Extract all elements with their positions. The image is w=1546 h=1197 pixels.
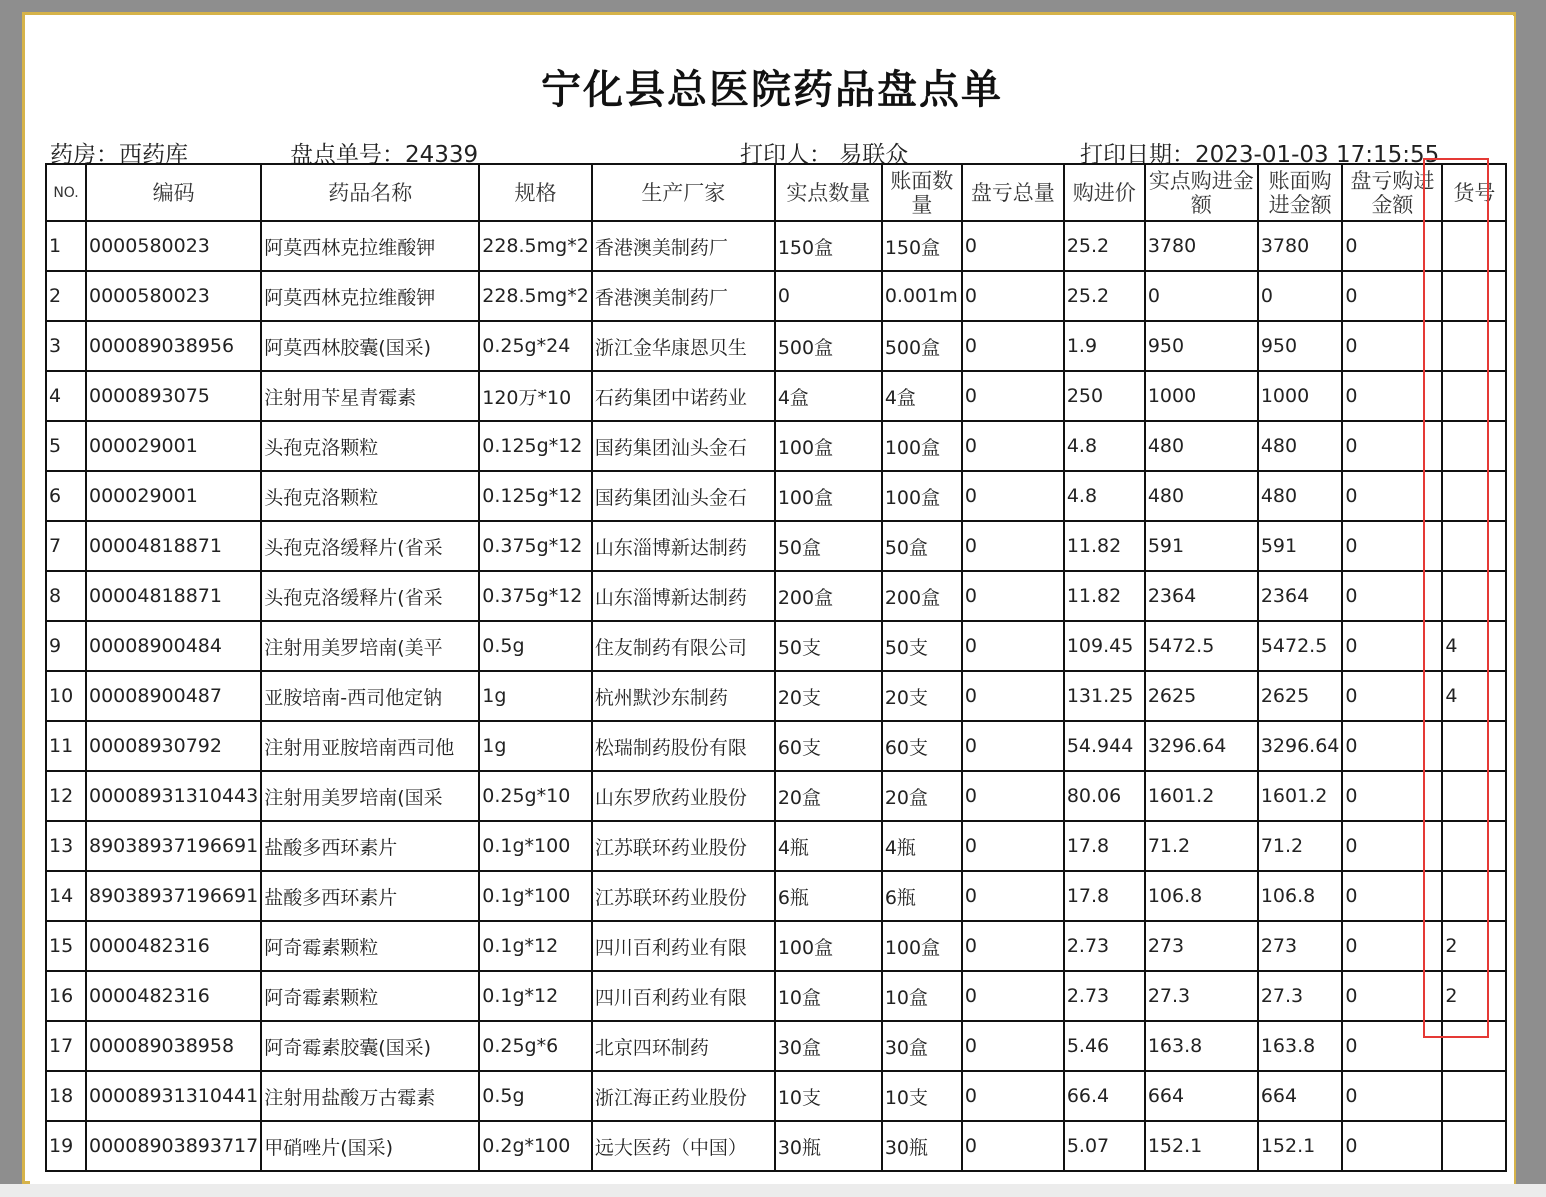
cell-drug-name: 注射用盐酸万古霉素 <box>261 1071 479 1121</box>
cell-spec: 0.1g*100 <box>479 821 592 871</box>
cell-book-amount: 0 <box>1258 271 1343 321</box>
cell-actual-qty: 50支 <box>775 621 882 671</box>
cell-code: 0000580023 <box>86 221 261 271</box>
column-header-purchase-price: 购进价 <box>1064 164 1145 221</box>
cell-book-qty: 100盒 <box>882 471 962 521</box>
cell-actual-qty: 200盒 <box>775 571 882 621</box>
cell-book-amount: 163.8 <box>1258 1021 1343 1071</box>
cell-loss-amount: 0 <box>1342 271 1442 321</box>
cell-actual-amount: 5472.5 <box>1145 621 1258 671</box>
cell-item-no: 4 <box>1442 621 1506 671</box>
cell-actual-amount: 664 <box>1145 1071 1258 1121</box>
cell-code: 89038937196691 <box>86 821 261 871</box>
cell-actual-amount: 1000 <box>1145 371 1258 421</box>
cell-book-amount: 1000 <box>1258 371 1343 421</box>
cell-purchase-price: 4.8 <box>1064 421 1145 471</box>
cell-purchase-price: 25.2 <box>1064 221 1145 271</box>
cell-book-amount: 591 <box>1258 521 1343 571</box>
cell-item-no: 2 <box>1442 921 1506 971</box>
cell-loss-qty: 0 <box>962 221 1064 271</box>
status-strip <box>0 1184 1546 1197</box>
cell-actual-qty: 150盒 <box>775 221 882 271</box>
cell-no: 4 <box>46 371 86 421</box>
cell-book-amount: 71.2 <box>1258 821 1343 871</box>
cell-book-amount: 480 <box>1258 421 1343 471</box>
cell-actual-amount: 950 <box>1145 321 1258 371</box>
cell-code: 000089038958 <box>86 1021 261 1071</box>
column-header-actual-qty: 实点数量 <box>775 164 882 221</box>
column-header-loss-qty: 盘亏总量 <box>962 164 1064 221</box>
cell-drug-name: 阿莫西林克拉维酸钾 <box>261 221 479 271</box>
table-row <box>46 1071 1506 1121</box>
cell-drug-name: 头孢克洛颗粒 <box>261 471 479 521</box>
cell-actual-qty: 100盒 <box>775 471 882 521</box>
cell-drug-name: 甲硝唑片(国采) <box>261 1121 479 1171</box>
cell-actual-qty: 30盒 <box>775 1021 882 1071</box>
cell-manufacturer: 国药集团汕头金石 <box>592 421 775 471</box>
column-header-drug-name: 药品名称 <box>261 164 479 221</box>
cell-book-amount: 664 <box>1258 1071 1343 1121</box>
cell-spec: 0.375g*12 <box>479 521 592 571</box>
cell-actual-qty: 0 <box>775 271 882 321</box>
cell-actual-qty: 60支 <box>775 721 882 771</box>
cell-actual-amount: 1601.2 <box>1145 771 1258 821</box>
cell-loss-qty: 0 <box>962 971 1064 1021</box>
cell-book-amount: 1601.2 <box>1258 771 1343 821</box>
cell-drug-name: 头孢克洛颗粒 <box>261 421 479 471</box>
table-row <box>46 571 1506 621</box>
column-header-item-no: 货号 <box>1442 164 1506 221</box>
cell-loss-amount: 0 <box>1342 971 1442 1021</box>
cell-code: 000089038956 <box>86 321 261 371</box>
cell-manufacturer: 国药集团汕头金石 <box>592 471 775 521</box>
cell-drug-name: 注射用苄星青霉素 <box>261 371 479 421</box>
cell-actual-qty: 10盒 <box>775 971 882 1021</box>
cell-manufacturer: 北京四环制药 <box>592 1021 775 1071</box>
cell-code: 00008900484 <box>86 621 261 671</box>
cell-purchase-price: 17.8 <box>1064 871 1145 921</box>
cell-actual-amount: 480 <box>1145 471 1258 521</box>
cell-item-no <box>1442 1021 1506 1071</box>
cell-book-qty: 30盒 <box>882 1021 962 1071</box>
cell-item-no <box>1442 521 1506 571</box>
cell-actual-amount: 591 <box>1145 521 1258 571</box>
cell-actual-amount: 3780 <box>1145 221 1258 271</box>
cell-purchase-price: 5.07 <box>1064 1121 1145 1171</box>
table-row <box>46 221 1506 271</box>
cell-drug-name: 阿奇霉素颗粒 <box>261 971 479 1021</box>
cell-loss-qty: 0 <box>962 421 1064 471</box>
cell-manufacturer: 杭州默沙东制药 <box>592 671 775 721</box>
cell-code: 00008900487 <box>86 671 261 721</box>
cell-loss-qty: 0 <box>962 371 1064 421</box>
cell-actual-amount: 152.1 <box>1145 1121 1258 1171</box>
cell-actual-qty: 100盒 <box>775 921 882 971</box>
cell-loss-amount: 0 <box>1342 721 1442 771</box>
table-row <box>46 1121 1506 1171</box>
cell-code: 000029001 <box>86 471 261 521</box>
column-header-manufacturer: 生产厂家 <box>592 164 775 221</box>
cell-no: 5 <box>46 421 86 471</box>
cell-purchase-price: 25.2 <box>1064 271 1145 321</box>
cell-code: 0000482316 <box>86 921 261 971</box>
cell-drug-name: 阿奇霉素胶囊(国采) <box>261 1021 479 1071</box>
cell-loss-amount: 0 <box>1342 221 1442 271</box>
cell-spec: 0.5g <box>479 621 592 671</box>
column-header-loss-amount: 盘亏购进金额 <box>1342 164 1442 221</box>
cell-loss-qty: 0 <box>962 571 1064 621</box>
cell-no: 19 <box>46 1121 86 1171</box>
cell-code: 00008903893717 <box>86 1121 261 1171</box>
cell-item-no <box>1442 421 1506 471</box>
cell-book-qty: 20盒 <box>882 771 962 821</box>
cell-actual-amount: 273 <box>1145 921 1258 971</box>
cell-no: 9 <box>46 621 86 671</box>
cell-spec: 0.1g*12 <box>479 971 592 1021</box>
column-header-actual-amount: 实点购进金额 <box>1145 164 1258 221</box>
cell-actual-amount: 71.2 <box>1145 821 1258 871</box>
cell-actual-qty: 30瓶 <box>775 1121 882 1171</box>
cell-manufacturer: 江苏联环药业股份 <box>592 871 775 921</box>
column-header-book-qty: 账面数量 <box>882 164 962 221</box>
cell-loss-amount: 0 <box>1342 571 1442 621</box>
cell-actual-amount: 27.3 <box>1145 971 1258 1021</box>
cell-no: 2 <box>46 271 86 321</box>
cell-purchase-price: 109.45 <box>1064 621 1145 671</box>
cell-purchase-price: 4.8 <box>1064 471 1145 521</box>
cell-loss-qty: 0 <box>962 1121 1064 1171</box>
cell-purchase-price: 1.9 <box>1064 321 1145 371</box>
pharmacy-label: 药房：西药库 <box>50 142 188 168</box>
print-date: 打印日期：2023-01-03 17:15:55 <box>1080 142 1440 168</box>
cell-loss-qty: 0 <box>962 771 1064 821</box>
cell-actual-qty: 500盒 <box>775 321 882 371</box>
cell-no: 18 <box>46 1071 86 1121</box>
cell-book-amount: 27.3 <box>1258 971 1343 1021</box>
cell-manufacturer: 香港澳美制药厂 <box>592 221 775 271</box>
cell-book-amount: 950 <box>1258 321 1343 371</box>
cell-manufacturer: 四川百利药业有限 <box>592 921 775 971</box>
cell-no: 15 <box>46 921 86 971</box>
cell-no: 1 <box>46 221 86 271</box>
cell-no: 10 <box>46 671 86 721</box>
cell-loss-amount: 0 <box>1342 1021 1442 1071</box>
cell-loss-amount: 0 <box>1342 771 1442 821</box>
header-row <box>46 164 1506 221</box>
cell-no: 3 <box>46 321 86 371</box>
cell-book-qty: 50支 <box>882 621 962 671</box>
cell-spec: 1g <box>479 721 592 771</box>
table-row <box>46 271 1506 321</box>
cell-drug-name: 注射用美罗培南(美平 <box>261 621 479 671</box>
cell-purchase-price: 131.25 <box>1064 671 1145 721</box>
cell-book-qty: 50盒 <box>882 521 962 571</box>
cell-book-qty: 60支 <box>882 721 962 771</box>
table-row <box>46 471 1506 521</box>
cell-spec: 0.25g*6 <box>479 1021 592 1071</box>
document-title: 宁化县总医院药品盘点单 <box>541 66 1003 113</box>
cell-manufacturer: 四川百利药业有限 <box>592 971 775 1021</box>
cell-drug-name: 注射用美罗培南(国采 <box>261 771 479 821</box>
cell-no: 17 <box>46 1021 86 1071</box>
cell-item-no <box>1442 371 1506 421</box>
cell-book-qty: 100盒 <box>882 421 962 471</box>
cell-code: 0000580023 <box>86 271 261 321</box>
cell-spec: 0.375g*12 <box>479 571 592 621</box>
cell-purchase-price: 66.4 <box>1064 1071 1145 1121</box>
column-header-spec: 规格 <box>479 164 592 221</box>
cell-book-qty: 20支 <box>882 671 962 721</box>
cell-book-amount: 2625 <box>1258 671 1343 721</box>
cell-drug-name: 头孢克洛缓释片(省采 <box>261 521 479 571</box>
table-row <box>46 621 1506 671</box>
cell-manufacturer: 香港澳美制药厂 <box>592 271 775 321</box>
cell-drug-name: 注射用亚胺培南西司他 <box>261 721 479 771</box>
cell-book-amount: 3780 <box>1258 221 1343 271</box>
cell-no: 14 <box>46 871 86 921</box>
cell-loss-qty: 0 <box>962 871 1064 921</box>
cell-purchase-price: 17.8 <box>1064 821 1145 871</box>
cell-book-qty: 0.001m <box>882 271 962 321</box>
cell-book-qty: 200盒 <box>882 571 962 621</box>
cell-book-qty: 100盒 <box>882 921 962 971</box>
cell-item-no <box>1442 821 1506 871</box>
table-row <box>46 871 1506 921</box>
cell-item-no <box>1442 471 1506 521</box>
cell-actual-qty: 50盒 <box>775 521 882 571</box>
cell-manufacturer: 住友制药有限公司 <box>592 621 775 671</box>
cell-spec: 228.5mg*2 <box>479 271 592 321</box>
table-row <box>46 821 1506 871</box>
cell-purchase-price: 2.73 <box>1064 971 1145 1021</box>
cell-item-no: 4 <box>1442 671 1506 721</box>
cell-loss-amount: 0 <box>1342 871 1442 921</box>
cell-actual-qty: 4盒 <box>775 371 882 421</box>
cell-manufacturer: 山东罗欣药业股份 <box>592 771 775 821</box>
table-row <box>46 421 1506 471</box>
cell-book-amount: 106.8 <box>1258 871 1343 921</box>
table-row <box>46 321 1506 371</box>
cell-loss-amount: 0 <box>1342 521 1442 571</box>
cell-item-no: 2 <box>1442 971 1506 1021</box>
cell-loss-qty: 0 <box>962 471 1064 521</box>
cell-purchase-price: 2.73 <box>1064 921 1145 971</box>
cell-loss-amount: 0 <box>1342 1071 1442 1121</box>
cell-item-no <box>1442 271 1506 321</box>
cell-loss-amount: 0 <box>1342 371 1442 421</box>
cell-no: 7 <box>46 521 86 571</box>
cell-loss-amount: 0 <box>1342 921 1442 971</box>
table-row <box>46 521 1506 571</box>
cell-item-no <box>1442 221 1506 271</box>
cell-book-qty: 4瓶 <box>882 821 962 871</box>
cell-drug-name: 亚胺培南-西司他定钠 <box>261 671 479 721</box>
cell-drug-name: 阿奇霉素颗粒 <box>261 921 479 971</box>
cell-purchase-price: 250 <box>1064 371 1145 421</box>
cell-manufacturer: 江苏联环药业股份 <box>592 821 775 871</box>
cell-code: 89038937196691 <box>86 871 261 921</box>
table-row <box>46 771 1506 821</box>
inventory-table <box>45 163 1507 1172</box>
cell-spec: 0.25g*24 <box>479 321 592 371</box>
cell-book-qty: 30瓶 <box>882 1121 962 1171</box>
cell-drug-name: 阿莫西林胶囊(国采) <box>261 321 479 371</box>
order-number: 盘点单号：24339 <box>290 142 479 168</box>
cell-code: 0000893075 <box>86 371 261 421</box>
cell-actual-amount: 106.8 <box>1145 871 1258 921</box>
cell-loss-amount: 0 <box>1342 321 1442 371</box>
table-row <box>46 721 1506 771</box>
cell-no: 13 <box>46 821 86 871</box>
cell-code: 00004818871 <box>86 521 261 571</box>
cell-item-no <box>1442 1121 1506 1171</box>
cell-loss-qty: 0 <box>962 621 1064 671</box>
cell-book-qty: 500盒 <box>882 321 962 371</box>
printer-name: 打印人： 易联众 <box>740 142 909 168</box>
cell-loss-qty: 0 <box>962 271 1064 321</box>
cell-spec: 1g <box>479 671 592 721</box>
cell-purchase-price: 11.82 <box>1064 521 1145 571</box>
table-row <box>46 921 1506 971</box>
cell-loss-qty: 0 <box>962 1021 1064 1071</box>
cell-loss-qty: 0 <box>962 321 1064 371</box>
cell-spec: 0.5g <box>479 1071 592 1121</box>
cell-no: 8 <box>46 571 86 621</box>
cell-code: 00008930792 <box>86 721 261 771</box>
cell-loss-amount: 0 <box>1342 671 1442 721</box>
cell-book-amount: 3296.64 <box>1258 721 1343 771</box>
cell-book-qty: 4盒 <box>882 371 962 421</box>
cell-actual-qty: 10支 <box>775 1071 882 1121</box>
cell-code: 00004818871 <box>86 571 261 621</box>
cell-item-no <box>1442 771 1506 821</box>
cell-actual-amount: 3296.64 <box>1145 721 1258 771</box>
cell-loss-qty: 0 <box>962 921 1064 971</box>
cell-actual-qty: 20盒 <box>775 771 882 821</box>
table-row <box>46 371 1506 421</box>
cell-book-qty: 150盒 <box>882 221 962 271</box>
cell-actual-qty: 100盒 <box>775 421 882 471</box>
table-row <box>46 671 1506 721</box>
cell-book-amount: 273 <box>1258 921 1343 971</box>
cell-actual-qty: 6瓶 <box>775 871 882 921</box>
cell-manufacturer: 山东淄博新达制药 <box>592 521 775 571</box>
cell-loss-qty: 0 <box>962 671 1064 721</box>
cell-actual-amount: 163.8 <box>1145 1021 1258 1071</box>
cell-book-amount: 152.1 <box>1258 1121 1343 1171</box>
cell-spec: 0.2g*100 <box>479 1121 592 1171</box>
cell-spec: 120万*10 <box>479 371 592 421</box>
cell-code: 00008931310441 <box>86 1071 261 1121</box>
cell-code: 000029001 <box>86 421 261 471</box>
cell-drug-name: 盐酸多西环素片 <box>261 871 479 921</box>
table-row <box>46 971 1506 1021</box>
cell-no: 6 <box>46 471 86 521</box>
cell-actual-amount: 0 <box>1145 271 1258 321</box>
cell-drug-name: 阿莫西林克拉维酸钾 <box>261 271 479 321</box>
cell-no: 11 <box>46 721 86 771</box>
cell-no: 12 <box>46 771 86 821</box>
cell-spec: 0.1g*100 <box>479 871 592 921</box>
cell-loss-amount: 0 <box>1342 421 1442 471</box>
cell-drug-name: 头孢克洛缓释片(省采 <box>261 571 479 621</box>
cell-purchase-price: 5.46 <box>1064 1021 1145 1071</box>
cell-spec: 0.25g*10 <box>479 771 592 821</box>
cell-actual-qty: 20支 <box>775 671 882 721</box>
cell-loss-qty: 0 <box>962 821 1064 871</box>
cell-manufacturer: 石药集团中诺药业 <box>592 371 775 421</box>
cell-manufacturer: 松瑞制药股份有限 <box>592 721 775 771</box>
cell-code: 00008931310443 <box>86 771 261 821</box>
cell-spec: 228.5mg*2 <box>479 221 592 271</box>
cell-loss-amount: 0 <box>1342 471 1442 521</box>
cell-no: 16 <box>46 971 86 1021</box>
cell-manufacturer: 山东淄博新达制药 <box>592 571 775 621</box>
cell-spec: 0.125g*12 <box>479 471 592 521</box>
cell-manufacturer: 远大医药（中国） <box>592 1121 775 1171</box>
cell-book-qty: 6瓶 <box>882 871 962 921</box>
cell-item-no <box>1442 571 1506 621</box>
cell-actual-amount: 480 <box>1145 421 1258 471</box>
cell-loss-amount: 0 <box>1342 821 1442 871</box>
cell-actual-qty: 4瓶 <box>775 821 882 871</box>
cell-loss-amount: 0 <box>1342 621 1442 671</box>
column-header-no: NO. <box>46 164 86 221</box>
cell-item-no <box>1442 871 1506 921</box>
cell-loss-qty: 0 <box>962 721 1064 771</box>
cell-purchase-price: 80.06 <box>1064 771 1145 821</box>
cell-book-amount: 2364 <box>1258 571 1343 621</box>
cell-loss-qty: 0 <box>962 521 1064 571</box>
cell-code: 0000482316 <box>86 971 261 1021</box>
cell-spec: 0.1g*12 <box>479 921 592 971</box>
cell-spec: 0.125g*12 <box>479 421 592 471</box>
cell-loss-amount: 0 <box>1342 1121 1442 1171</box>
cell-purchase-price: 11.82 <box>1064 571 1145 621</box>
cell-purchase-price: 54.944 <box>1064 721 1145 771</box>
cell-book-qty: 10支 <box>882 1071 962 1121</box>
cell-book-amount: 5472.5 <box>1258 621 1343 671</box>
cell-book-qty: 10盒 <box>882 971 962 1021</box>
cell-drug-name: 盐酸多西环素片 <box>261 821 479 871</box>
cell-loss-qty: 0 <box>962 1071 1064 1121</box>
cell-item-no <box>1442 321 1506 371</box>
cell-item-no <box>1442 1071 1506 1121</box>
cell-actual-amount: 2625 <box>1145 671 1258 721</box>
cell-item-no <box>1442 721 1506 771</box>
cell-actual-amount: 2364 <box>1145 571 1258 621</box>
table-row <box>46 1021 1506 1071</box>
column-header-code: 编码 <box>86 164 261 221</box>
cell-manufacturer: 浙江金华康恩贝生 <box>592 321 775 371</box>
cell-book-amount: 480 <box>1258 471 1343 521</box>
column-header-book-amount: 账面购进金额 <box>1258 164 1343 221</box>
cell-manufacturer: 浙江海正药业股份 <box>592 1071 775 1121</box>
